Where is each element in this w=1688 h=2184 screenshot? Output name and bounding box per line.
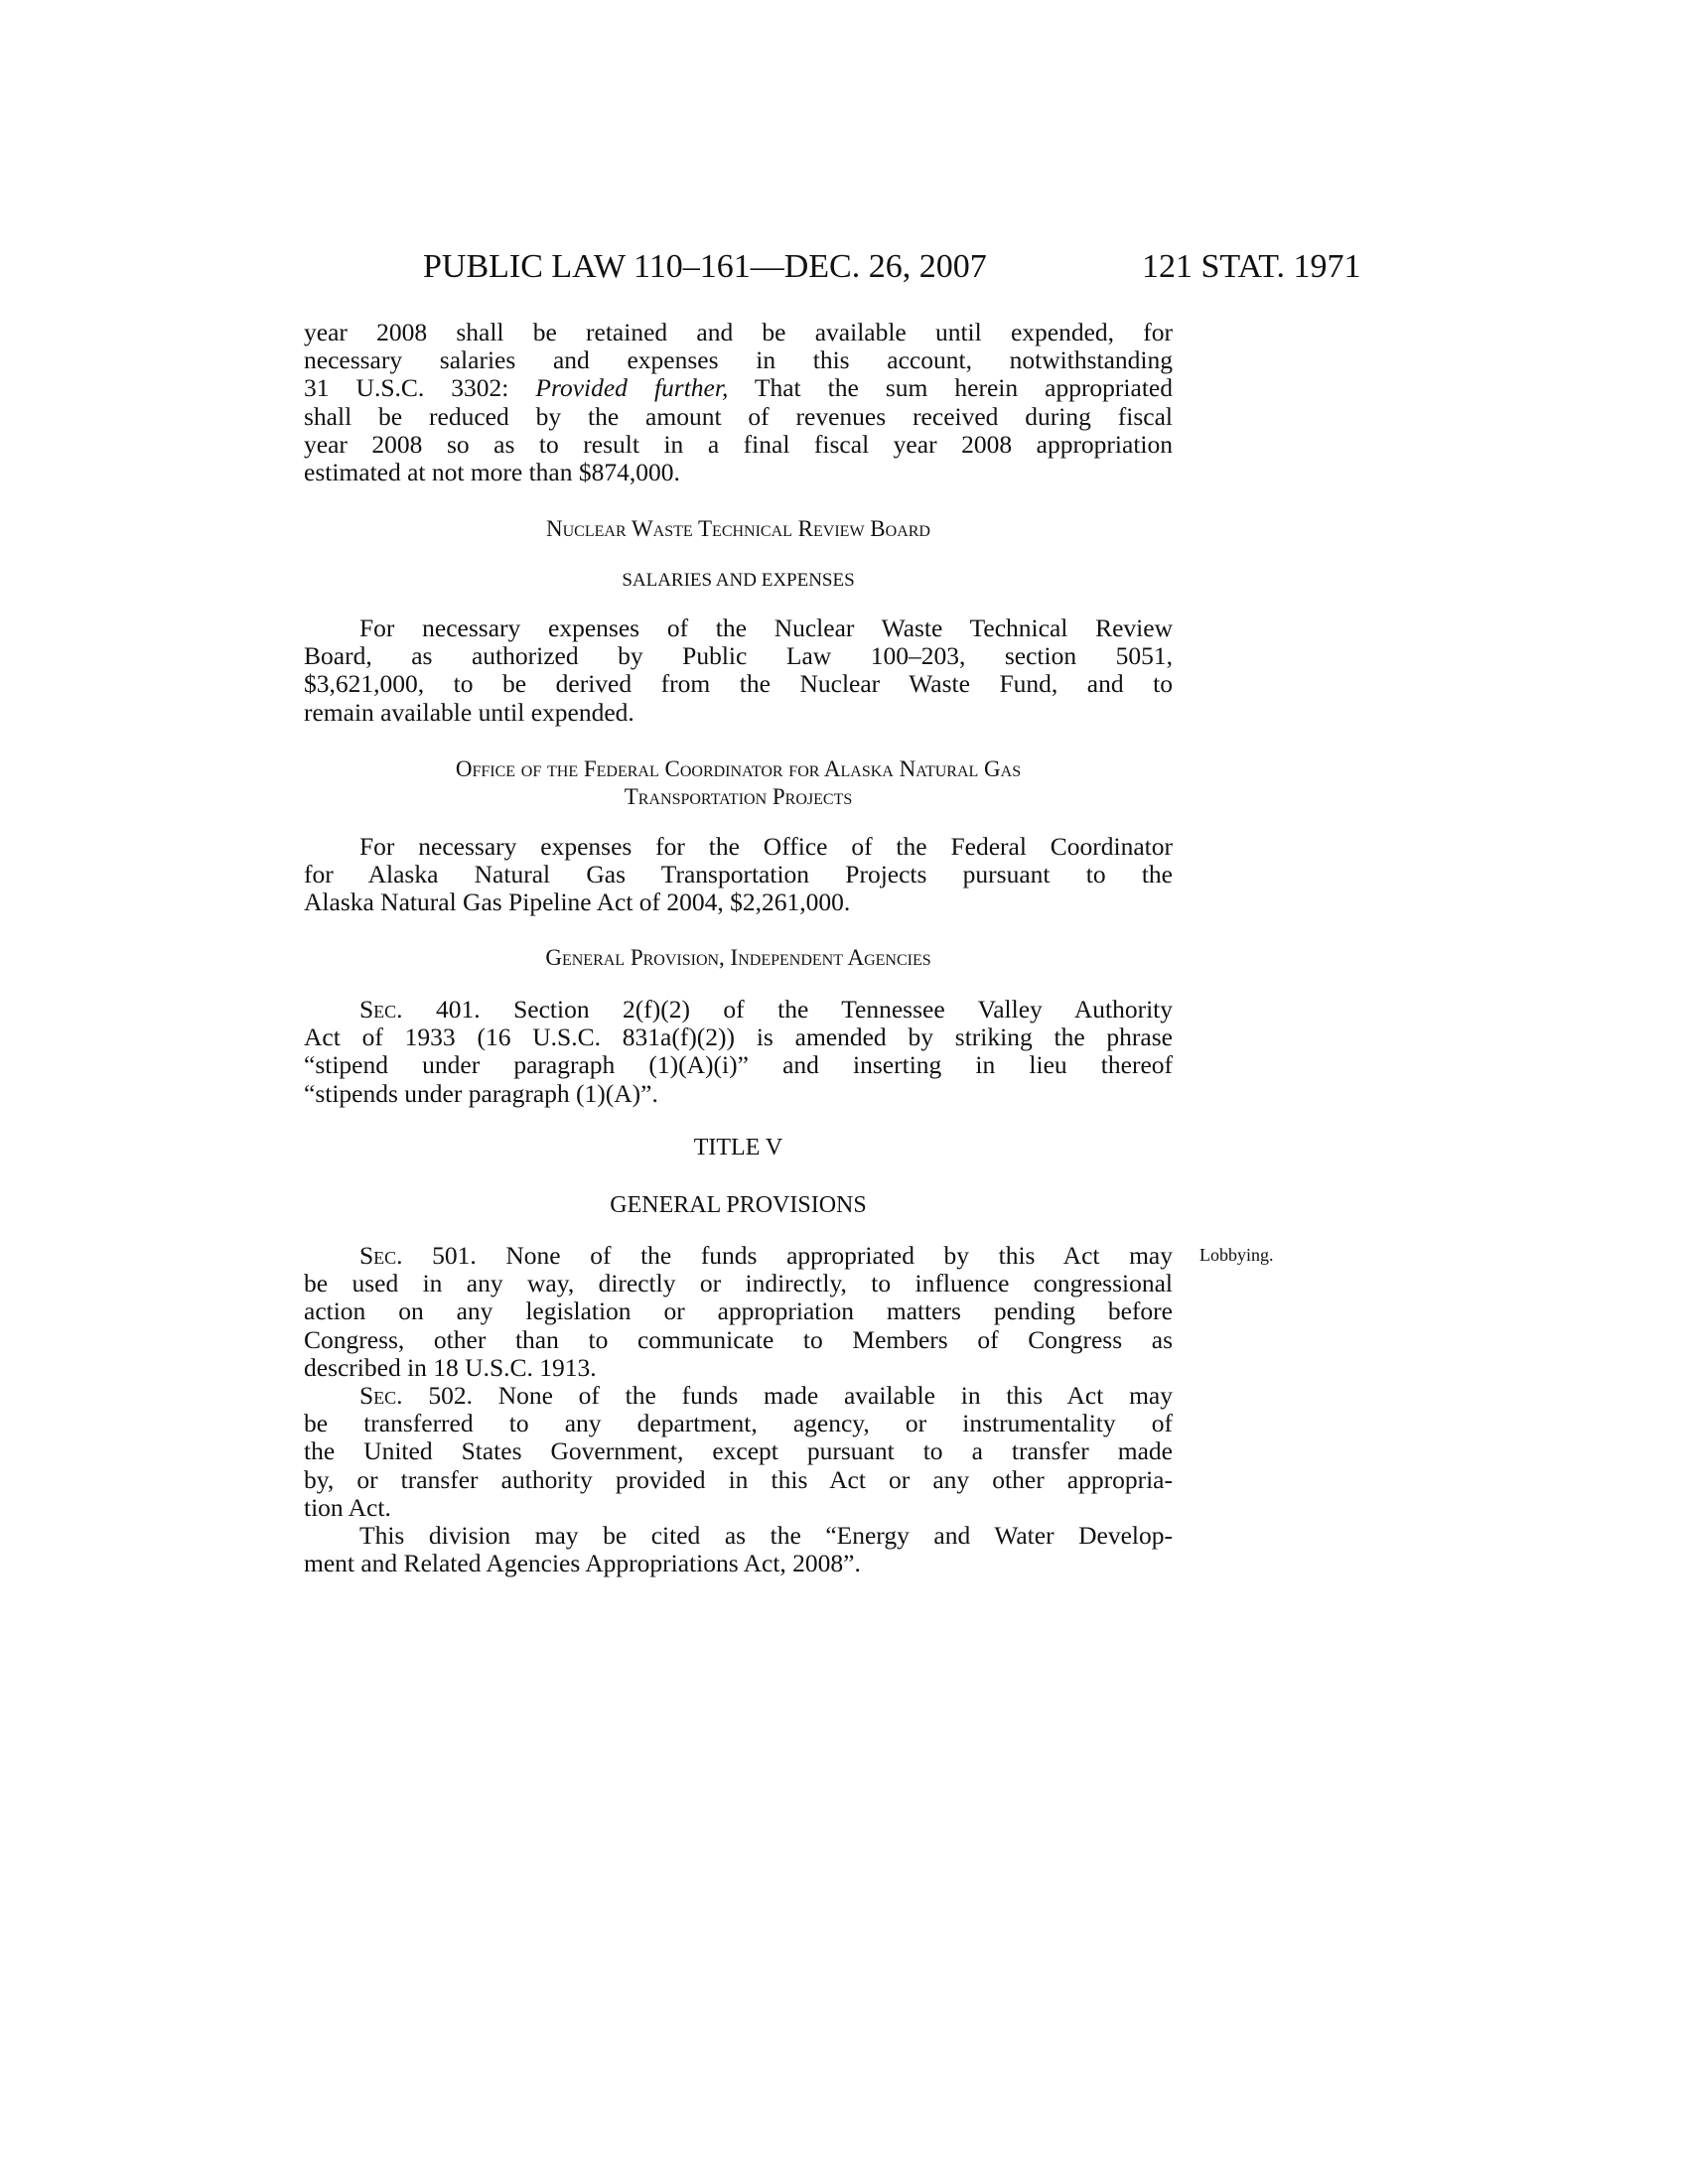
paragraph [304, 1382, 1173, 1522]
text-line: be transferred to any department, agency, or instrumentality of [304, 1409, 1173, 1438]
section-heading [304, 755, 1173, 811]
section-heading [304, 567, 1173, 595]
heading-line: SALARIES AND EXPENSES [622, 570, 855, 591]
heading-line: General Provision, Independent Agencies [545, 945, 931, 970]
text-line: the United States Government, except pursuant to a transfer made [304, 1436, 1173, 1466]
text-line: by, or transfer authority provided in this Act or any other appropria- [304, 1464, 1173, 1494]
text-line: “stipend under paragraph (1)(A)(i)” and inserting in lieu thereof [304, 1050, 1173, 1080]
section-heading [304, 1191, 1173, 1219]
text-line: Alaska Natural Gas Pipeline Act of 2004, $2,261,000. [304, 887, 851, 917]
text-line: action on any legislation or appropriation matters pending before [304, 1297, 1173, 1326]
text-line: year 2008 shall be retained and be available until expended, for [304, 318, 1173, 346]
text-segment: That the sum herein appropriated [728, 373, 1173, 403]
text-line: This division may be cited as the “Energy and Water Develop- [359, 1521, 1173, 1550]
text-segment: Provided further, [535, 373, 729, 403]
heading-line: Nuclear Waste Technical Review Board [546, 516, 930, 541]
text-segment: 31 U.S.C. 3302: [304, 373, 536, 403]
paragraph [304, 1242, 1173, 1382]
paragraph [304, 319, 1173, 486]
text-line [304, 1242, 1173, 1270]
text-line: tion Act. [304, 1492, 391, 1522]
text-segment: Sec. [359, 995, 403, 1024]
text-line: year 2008 so as to result in a final fiscal year 2008 appropriation [304, 429, 1173, 459]
text-segment: Sec. [359, 1381, 403, 1410]
paragraph [304, 614, 1173, 727]
heading-line: GENERAL PROVISIONS [610, 1192, 867, 1218]
text-line: Act of 1933 (16 U.S.C. 831a(f)(2)) is amended by striking the phrase [304, 1023, 1173, 1052]
text-line: $3,621,000, to be derived from the Nuclear Waste Fund, and to [304, 669, 1173, 699]
heading-line: Office of the Federal Coordinator for Alaska Natural Gas [455, 756, 1022, 781]
text-line: necessary salaries and expenses in this account, notwithstanding [304, 345, 1173, 375]
running-header-title: PUBLIC LAW 110–161—DEC. 26, 2007 [423, 248, 987, 285]
heading-line: TITLE V [693, 1135, 783, 1160]
text-segment: Sec. [359, 1241, 403, 1270]
text-line: remain available until expended. [304, 697, 634, 727]
heading-line: Transportation Projects [624, 784, 853, 809]
text-line: be used in any way, directly or indirectly, to influence congressional [304, 1269, 1173, 1298]
text-line: for Alaska Natural Gas Transportation Projects pursuant to the [304, 860, 1173, 889]
text-line: shall be reduced by the amount of revenues received during fiscal [304, 401, 1173, 431]
text-line: For necessary expenses for the Office of the Federal Coordinator [359, 832, 1173, 861]
text-line: described in 18 U.S.C. 1913. [304, 1352, 597, 1382]
text-segment: 502. None of the funds made available in this Act may [402, 1381, 1173, 1410]
stat-page-number: 121 STAT. 1971 [1142, 248, 1361, 285]
paragraph [304, 833, 1173, 917]
text-line [304, 374, 1173, 402]
text-line: ment and Related Agencies Appropriations Act, 2008”. [304, 1549, 861, 1578]
text-segment: 501. None of the funds appropriated by this Act may [402, 1241, 1173, 1270]
section-heading [304, 944, 1173, 972]
section-heading [304, 1134, 1173, 1161]
margin-note: Lobbying. [1199, 1245, 1274, 1265]
text-segment: 401. Section 2(f)(2) of the Tennessee Valley Authority [402, 995, 1173, 1024]
text-line [304, 1382, 1173, 1410]
paragraph [304, 1522, 1173, 1577]
text-line: Board, as authorized by Public Law 100–203, section 5051, [304, 641, 1173, 671]
text-line: Congress, other than to communicate to Members of Congress as [304, 1324, 1173, 1354]
paragraph [304, 996, 1173, 1108]
text-line [304, 996, 1173, 1024]
text-line: For necessary expenses of the Nuclear Waste Technical Review [359, 614, 1173, 642]
text-line: estimated at not more than $874,000. [304, 457, 680, 486]
text-line: “stipends under paragraph (1)(A)”. [304, 1078, 658, 1108]
section-heading [304, 515, 1173, 543]
